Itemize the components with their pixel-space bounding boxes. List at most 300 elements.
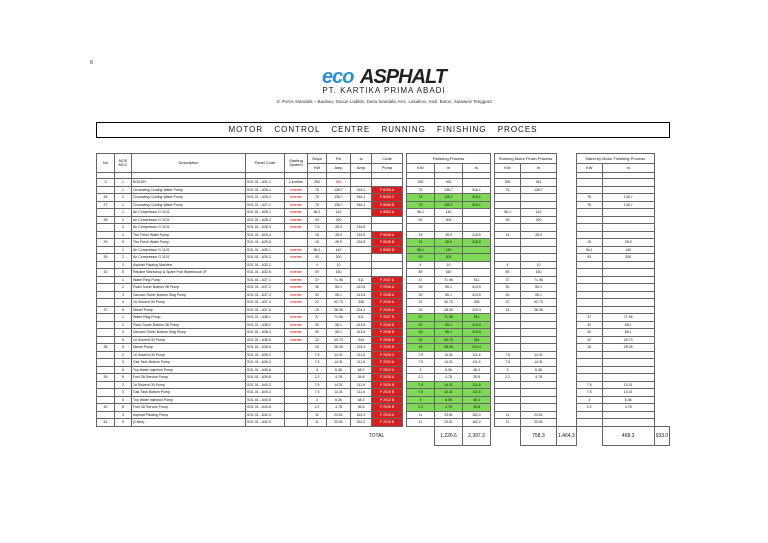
row-description: Asphalt Packing Machine: [132, 261, 246, 269]
table-row: [97, 209, 670, 217]
row-starting-system: inverter: [285, 216, 308, 224]
row-fin: 4.78: [327, 374, 351, 382]
row-finish-in: 55.1: [435, 321, 463, 329]
row-standby-in: [602, 269, 654, 277]
row-fin: 14.31: [327, 389, 351, 397]
row-running-in: 71.96: [521, 276, 557, 284]
row-no: [97, 411, 115, 419]
row-standby-kw: 56.1: [576, 246, 602, 254]
row-standby-in: 136.7: [602, 194, 654, 202]
row-starting-system: inverter: [285, 269, 308, 277]
row-finish-in: 71.96: [435, 276, 463, 284]
table-row: [97, 284, 670, 292]
row-fin: 55.1: [327, 329, 351, 337]
row-nos: 1: [115, 179, 132, 187]
row-code-pump: P 2015 B: [372, 419, 403, 427]
row-code-pump: P 8048 B: [372, 239, 403, 247]
row-standby-kw: [576, 209, 602, 217]
row-daya: 30: [308, 321, 327, 329]
row-daya: 4: [308, 261, 327, 269]
row-finish-kw: 15: [407, 239, 435, 247]
row-finish-kw: 3: [407, 396, 435, 404]
row-nos: 2: [115, 216, 132, 224]
row-no: 30: [97, 254, 115, 262]
row-finish-kw: 7.5: [407, 389, 435, 397]
row-finish-in: 4.78: [435, 374, 463, 382]
row-standby-in: [602, 216, 654, 224]
row-running-kw: 22: [495, 299, 521, 307]
row-finish-is: 916.1: [463, 201, 491, 209]
row-finish-in: 200: [435, 216, 463, 224]
row-running-in: [521, 254, 557, 262]
row-finish-in: 14.31: [435, 351, 463, 359]
table-row: [97, 396, 670, 404]
row-running-in: 55.1: [521, 291, 557, 299]
row-nos: 5: [115, 239, 132, 247]
row-panel-code: SGL 01 - A29-5: [246, 239, 285, 247]
row-description: Vacuum Tower Bottom Slag Pump: [132, 291, 246, 299]
row-code-pump: P 2012 B: [372, 396, 403, 404]
row-code-pump: P 2035 B: [372, 344, 403, 352]
row-fin: 55.1: [327, 284, 351, 292]
row-standby-kw: 93: [576, 254, 602, 262]
row-no: 29: [97, 239, 115, 247]
row-fin: 71.96: [327, 314, 351, 322]
row-finish-in: 28.9: [435, 239, 463, 247]
table-row: [97, 216, 670, 224]
row-finish-kw: 30: [407, 321, 435, 329]
row-standby-kw: 75: [576, 194, 602, 202]
row-no: 26: [97, 194, 115, 202]
row-finish-is: 162.2: [463, 411, 491, 419]
row-code-pump: P 2015 A: [372, 411, 403, 419]
row-finish-kw: 30: [407, 284, 435, 292]
row-standby-in: [602, 224, 654, 232]
row-panel-code: SGL 01 - A01-1: [246, 179, 285, 187]
row-no: [97, 329, 115, 337]
table-row: [97, 366, 670, 374]
row-fin: 136.7: [327, 186, 351, 194]
row-running-in: [521, 321, 557, 329]
row-starting-system: inverter: [285, 336, 308, 344]
row-panel-code: SGL 01 - A37-4: [246, 299, 285, 307]
row-daya: 3: [308, 396, 327, 404]
row-starting-system: inverter: [285, 299, 308, 307]
row-running-kw: 11: [495, 419, 521, 427]
row-no: [97, 299, 115, 307]
row-running-in: 23.51: [521, 411, 557, 419]
row-finish-in: 6.36: [435, 396, 463, 404]
row-finish-in: 136.7: [435, 194, 463, 202]
row-standby-kw: [576, 231, 602, 239]
row-finish-kw: 15: [407, 344, 435, 352]
row-running-in: 14.31: [521, 351, 557, 359]
row-running-kw: [495, 254, 521, 262]
row-finish-is: 413.5: [463, 284, 491, 292]
row-finish-kw: 56.1: [407, 209, 435, 217]
row-starting-system: [285, 411, 308, 419]
row-fin: 23.51: [327, 411, 351, 419]
row-fin: 6.36: [327, 396, 351, 404]
row-running-in: [521, 396, 557, 404]
row-running-kw: [495, 404, 521, 412]
totals-row: [97, 426, 670, 445]
row-finish-kw: 30: [407, 291, 435, 299]
company-address: Jl. Poros Siandala – Baubau, Dusun Ladikle, Desa Siandala, Kec. Lasalimu, Kab. Buton, Sulawesi Tenggara: [276, 99, 492, 104]
header-s-kw: KW: [576, 164, 602, 173]
row-finish-is: 511: [463, 314, 491, 322]
row-running-kw: [495, 381, 521, 389]
row-running-kw: [495, 314, 521, 322]
row-standby-kw: [576, 186, 602, 194]
row-starting-system: inverter: [285, 194, 308, 202]
row-standby-kw: 3: [576, 396, 602, 404]
row-finish-is: 916.1: [463, 194, 491, 202]
row-standby-kw: 75: [576, 201, 602, 209]
row-standby-in: [602, 261, 654, 269]
row-running-kw: [495, 336, 521, 344]
row-running-in: 200: [521, 216, 557, 224]
row-finish-kw: 15: [407, 231, 435, 239]
row-finish-is: 162.2: [463, 419, 491, 427]
row-nos: 2: [115, 261, 132, 269]
row-running-kw: 37: [495, 276, 521, 284]
row-description: 1# Solvent Oil Pump: [132, 299, 246, 307]
row-no: [97, 224, 115, 232]
row-finish-is: 111.6: [463, 351, 491, 359]
row-daya: 7.5: [308, 351, 327, 359]
row-no: [97, 314, 115, 322]
company-name: PT. KARTIKA PRIMA ABADI: [322, 86, 446, 95]
row-no: 37: [97, 306, 115, 314]
row-running-kw: 7.5: [495, 359, 521, 367]
row-is: 413.5: [351, 284, 372, 292]
row-no: 39: [97, 374, 115, 382]
row-starting-system: [285, 366, 308, 374]
row-standby-in: 28.9: [602, 239, 654, 247]
row-panel-code: SGL 01 - A38-2: [246, 321, 285, 329]
row-is: [351, 261, 372, 269]
table-row: [97, 321, 670, 329]
row-starting-system: inverter: [285, 314, 308, 322]
row-panel-code: SGL 01 - A38-6: [246, 344, 285, 352]
row-running-kw: 75: [495, 186, 521, 194]
row-starting-system: inverter: [285, 276, 308, 284]
row-finish-is: [463, 261, 491, 269]
table-row: [97, 239, 670, 247]
row-fin: 6.36: [327, 366, 351, 374]
row-description: Fuel Oil Service Pump: [132, 374, 246, 382]
row-finish-is: 111.6: [463, 359, 491, 367]
row-code-pump: [372, 261, 403, 269]
row-standby-in: [602, 291, 654, 299]
row-no: [97, 276, 115, 284]
table-row: [97, 261, 670, 269]
row-finish-in: 23.51: [435, 419, 463, 427]
row-no: [97, 351, 115, 359]
row-panel-code: SGL 01 - A28-1: [246, 209, 285, 217]
row-daya: 37: [308, 276, 327, 284]
row-is: 916.1: [351, 194, 372, 202]
row-no: [97, 389, 115, 397]
row-standby-in: 40.73: [602, 336, 654, 344]
row-running-in: [521, 404, 557, 412]
row-running-in: 40.73: [521, 299, 557, 307]
row-standby-kw: [576, 374, 602, 382]
row-standby-kw: 22: [576, 336, 602, 344]
row-fin: 140: [327, 246, 351, 254]
page-number: 8: [90, 60, 93, 66]
row-finish-is: 344: [463, 336, 491, 344]
row-finish-in: 14.31: [435, 359, 463, 367]
header-f-in: In: [435, 164, 463, 173]
row-is: 35.8: [351, 374, 372, 382]
row-no: 27: [97, 201, 115, 209]
row-code-pump: P 2036 A: [372, 284, 403, 292]
row-finish-kw: 37: [407, 276, 435, 284]
row-finish-in: 55.1: [435, 284, 463, 292]
table-row: [97, 246, 670, 254]
row-daya: 250: [308, 179, 327, 187]
row-running-in: [521, 329, 557, 337]
table-row: [97, 314, 670, 322]
row-no: [97, 321, 115, 329]
row-daya: 7.5: [308, 381, 327, 389]
row-standby-in: 71.96: [602, 314, 654, 322]
table-row: [97, 359, 670, 367]
row-code-pump: P 2026 A: [372, 351, 403, 359]
table-row: [97, 276, 670, 284]
row-finish-is: [463, 269, 491, 277]
row-standby-kw: [576, 179, 602, 187]
row-fin: 28.9: [327, 231, 351, 239]
row-fin: 28.05: [327, 306, 351, 314]
row-panel-code: SGL 01 - A37-2: [246, 284, 285, 292]
row-fin: 55.1: [327, 321, 351, 329]
row-is: 224.4: [351, 306, 372, 314]
row-description: Gas Tank Bottom Pump: [132, 359, 246, 367]
row-standby-in: 6.36: [602, 396, 654, 404]
row-running-in: [521, 344, 557, 352]
row-panel-code: SGL 01 - A37-6: [246, 306, 285, 314]
row-finish-is: [463, 216, 491, 224]
row-standby-in: [602, 411, 654, 419]
row-description: Water Ring Pump: [132, 314, 246, 322]
row-daya: 15: [308, 306, 327, 314]
row-panel-code: SGL 01 - A39-2: [246, 351, 285, 359]
row-nos: 6: [115, 344, 132, 352]
row-is: [351, 216, 372, 224]
row-standby-in: 4.78: [602, 404, 654, 412]
row-no: [97, 246, 115, 254]
row-is: 216.5: [351, 231, 372, 239]
row-standby-kw: [576, 351, 602, 359]
row-panel-code: SGL 01 - A40-2: [246, 381, 285, 389]
row-finish-kw: 37: [407, 314, 435, 322]
row-finish-in: 140: [435, 246, 463, 254]
row-is: 111.6: [351, 381, 372, 389]
row-finish-in: 6.36: [435, 366, 463, 374]
row-finish-in: 14.31: [435, 389, 463, 397]
row-no: [97, 366, 115, 374]
row-nos: 2: [115, 254, 132, 262]
row-is: 344: [351, 336, 372, 344]
row-finish-in: 28.05: [435, 344, 463, 352]
header-running-motor: Running Motor Finish Process: [495, 154, 557, 164]
row-standby-kw: 7.5: [576, 389, 602, 397]
row-starting-system: [285, 231, 308, 239]
header-f-is: Is: [463, 164, 491, 173]
row-nos: 2: [115, 351, 132, 359]
total-standby-kw: 468.3: [602, 426, 654, 445]
row-description: Air Compressor G 1101: [132, 216, 246, 224]
row-standby-in: 140: [602, 246, 654, 254]
row-finish-in: 55.1: [435, 291, 463, 299]
header-panel-code: Panel Code: [246, 154, 285, 173]
row-is: [351, 254, 372, 262]
row-running-kw: [495, 389, 521, 397]
row-finish-is: [463, 179, 491, 187]
row-standby-in: 55.1: [602, 321, 654, 329]
row-description: 1# Solvent Oil Pump: [132, 336, 246, 344]
row-description: Vacuum Tower Bottom Slag Pump: [132, 329, 246, 337]
row-starting-system: [285, 306, 308, 314]
row-finish-kw: 7.5: [407, 351, 435, 359]
row-finish-in: 160: [435, 269, 463, 277]
row-fin: 10: [327, 261, 351, 269]
row-finish-kw: 15: [407, 306, 435, 314]
table-row: [97, 336, 670, 344]
header-is: Is: [351, 154, 372, 164]
row-running-in: 451: [521, 179, 557, 187]
row-starting-system: [285, 389, 308, 397]
row-daya: 93: [308, 254, 327, 262]
header-nos-mcc: NOS MCC: [115, 154, 132, 173]
row-panel-code: SGL 01 - A38-5: [246, 336, 285, 344]
row-standby-kw: 7.5: [576, 381, 602, 389]
row-standby-kw: [576, 299, 602, 307]
row-running-in: 136.7: [521, 186, 557, 194]
row-standby-kw: [576, 291, 602, 299]
row-finish-in: 28.9: [435, 231, 463, 239]
row-description: The Fresh Water Pump: [132, 239, 246, 247]
row-description: Gas Tank Bottom Pump: [132, 389, 246, 397]
row-standby-kw: 30: [576, 321, 602, 329]
row-finish-is: 224.4: [463, 344, 491, 352]
row-running-in: 160: [521, 269, 557, 277]
row-no: 38: [97, 344, 115, 352]
row-standby-kw: [576, 366, 602, 374]
row-finish-kw: 75: [407, 194, 435, 202]
row-no: 32: [97, 269, 115, 277]
row-panel-code: SGL 01 - A27-1: [246, 201, 285, 209]
row-nos: 5: [115, 336, 132, 344]
row-daya: 89: [308, 269, 327, 277]
row-standby-kw: 15: [576, 344, 602, 352]
header-code: Code: [372, 154, 403, 164]
row-starting-system: inverter: [285, 209, 308, 217]
row-daya: 22: [308, 336, 327, 344]
row-code-pump: P 2026 B: [372, 381, 403, 389]
table-row: [97, 381, 670, 389]
logo-eco-text: eco: [322, 66, 354, 88]
row-panel-code: SGL 01 - A42-4: [246, 411, 285, 419]
table-row: [97, 389, 670, 397]
row-standby-kw: [576, 359, 602, 367]
row-running-in: 28.05: [521, 306, 557, 314]
row-standby-in: [602, 231, 654, 239]
row-starting-system: [285, 344, 308, 352]
row-starting-system: [285, 359, 308, 367]
row-no: [97, 261, 115, 269]
row-is: 162.2: [351, 411, 372, 419]
row-no: [97, 291, 115, 299]
row-no: 42: [97, 419, 115, 427]
row-daya: 37: [308, 314, 327, 322]
row-is: 162.2: [351, 419, 372, 427]
row-running-kw: 7.5: [495, 351, 521, 359]
row-finish-is: 35.8: [463, 404, 491, 412]
row-finish-is: [463, 224, 491, 232]
row-fin: 136.7: [327, 194, 351, 202]
totals-label: TOTAL: [368, 432, 385, 439]
row-description: Diesel Pump: [132, 344, 246, 352]
row-running-in: [521, 381, 557, 389]
row-fin: 4.78: [327, 404, 351, 412]
row-finish-is: 413.5: [463, 329, 491, 337]
row-nos: 2: [115, 284, 132, 292]
row-code-pump: P 2026 B: [372, 404, 403, 412]
table-row: [97, 291, 670, 299]
row-fin: 14.31: [327, 351, 351, 359]
row-description: Air Compressor G 1101: [132, 209, 246, 217]
row-finish-kw: 89: [407, 269, 435, 277]
row-panel-code: SGL 01 - A32-6: [246, 269, 285, 277]
row-finish-kw: 2.2: [407, 404, 435, 412]
row-description: Air Compressor G 1101: [132, 224, 246, 232]
row-nos: 2: [115, 321, 132, 329]
row-daya: 56.1: [308, 246, 327, 254]
row-code-pump: P 2020 A: [372, 359, 403, 367]
row-is: 35.8: [351, 404, 372, 412]
row-is: [351, 246, 372, 254]
row-finish-kw: 22: [407, 299, 435, 307]
row-standby-kw: [576, 306, 602, 314]
row-fin: 28.05: [327, 344, 351, 352]
row-starting-system: inverter: [285, 291, 308, 299]
row-is: [351, 179, 372, 187]
row-finish-kw: [407, 224, 435, 232]
row-fin: 140: [327, 209, 351, 217]
row-panel-code: SGL 01 - A39-3: [246, 359, 285, 367]
row-finish-in: 55.1: [435, 329, 463, 337]
row-is: 111.6: [351, 359, 372, 367]
header-kw: KW: [308, 164, 327, 173]
row-fin: 200: [327, 254, 351, 262]
row-code-pump: P 8058 B: [372, 201, 403, 209]
row-code-pump: [372, 254, 403, 262]
row-standby-kw: 2.2: [576, 404, 602, 412]
row-description: Air Compressor G 1101: [132, 254, 246, 262]
row-nos: 4: [115, 231, 132, 239]
row-panel-code: SGL 01 - A42-5: [246, 419, 285, 427]
row-code-pump: P 8048 A: [372, 231, 403, 239]
row-nos: 6: [115, 269, 132, 277]
row-running-kw: [495, 201, 521, 209]
row-description: Water Ring Pump: [132, 276, 246, 284]
row-description: Flash Tower Bottom Oil Pump: [132, 284, 246, 292]
row-daya: 30: [308, 329, 327, 337]
